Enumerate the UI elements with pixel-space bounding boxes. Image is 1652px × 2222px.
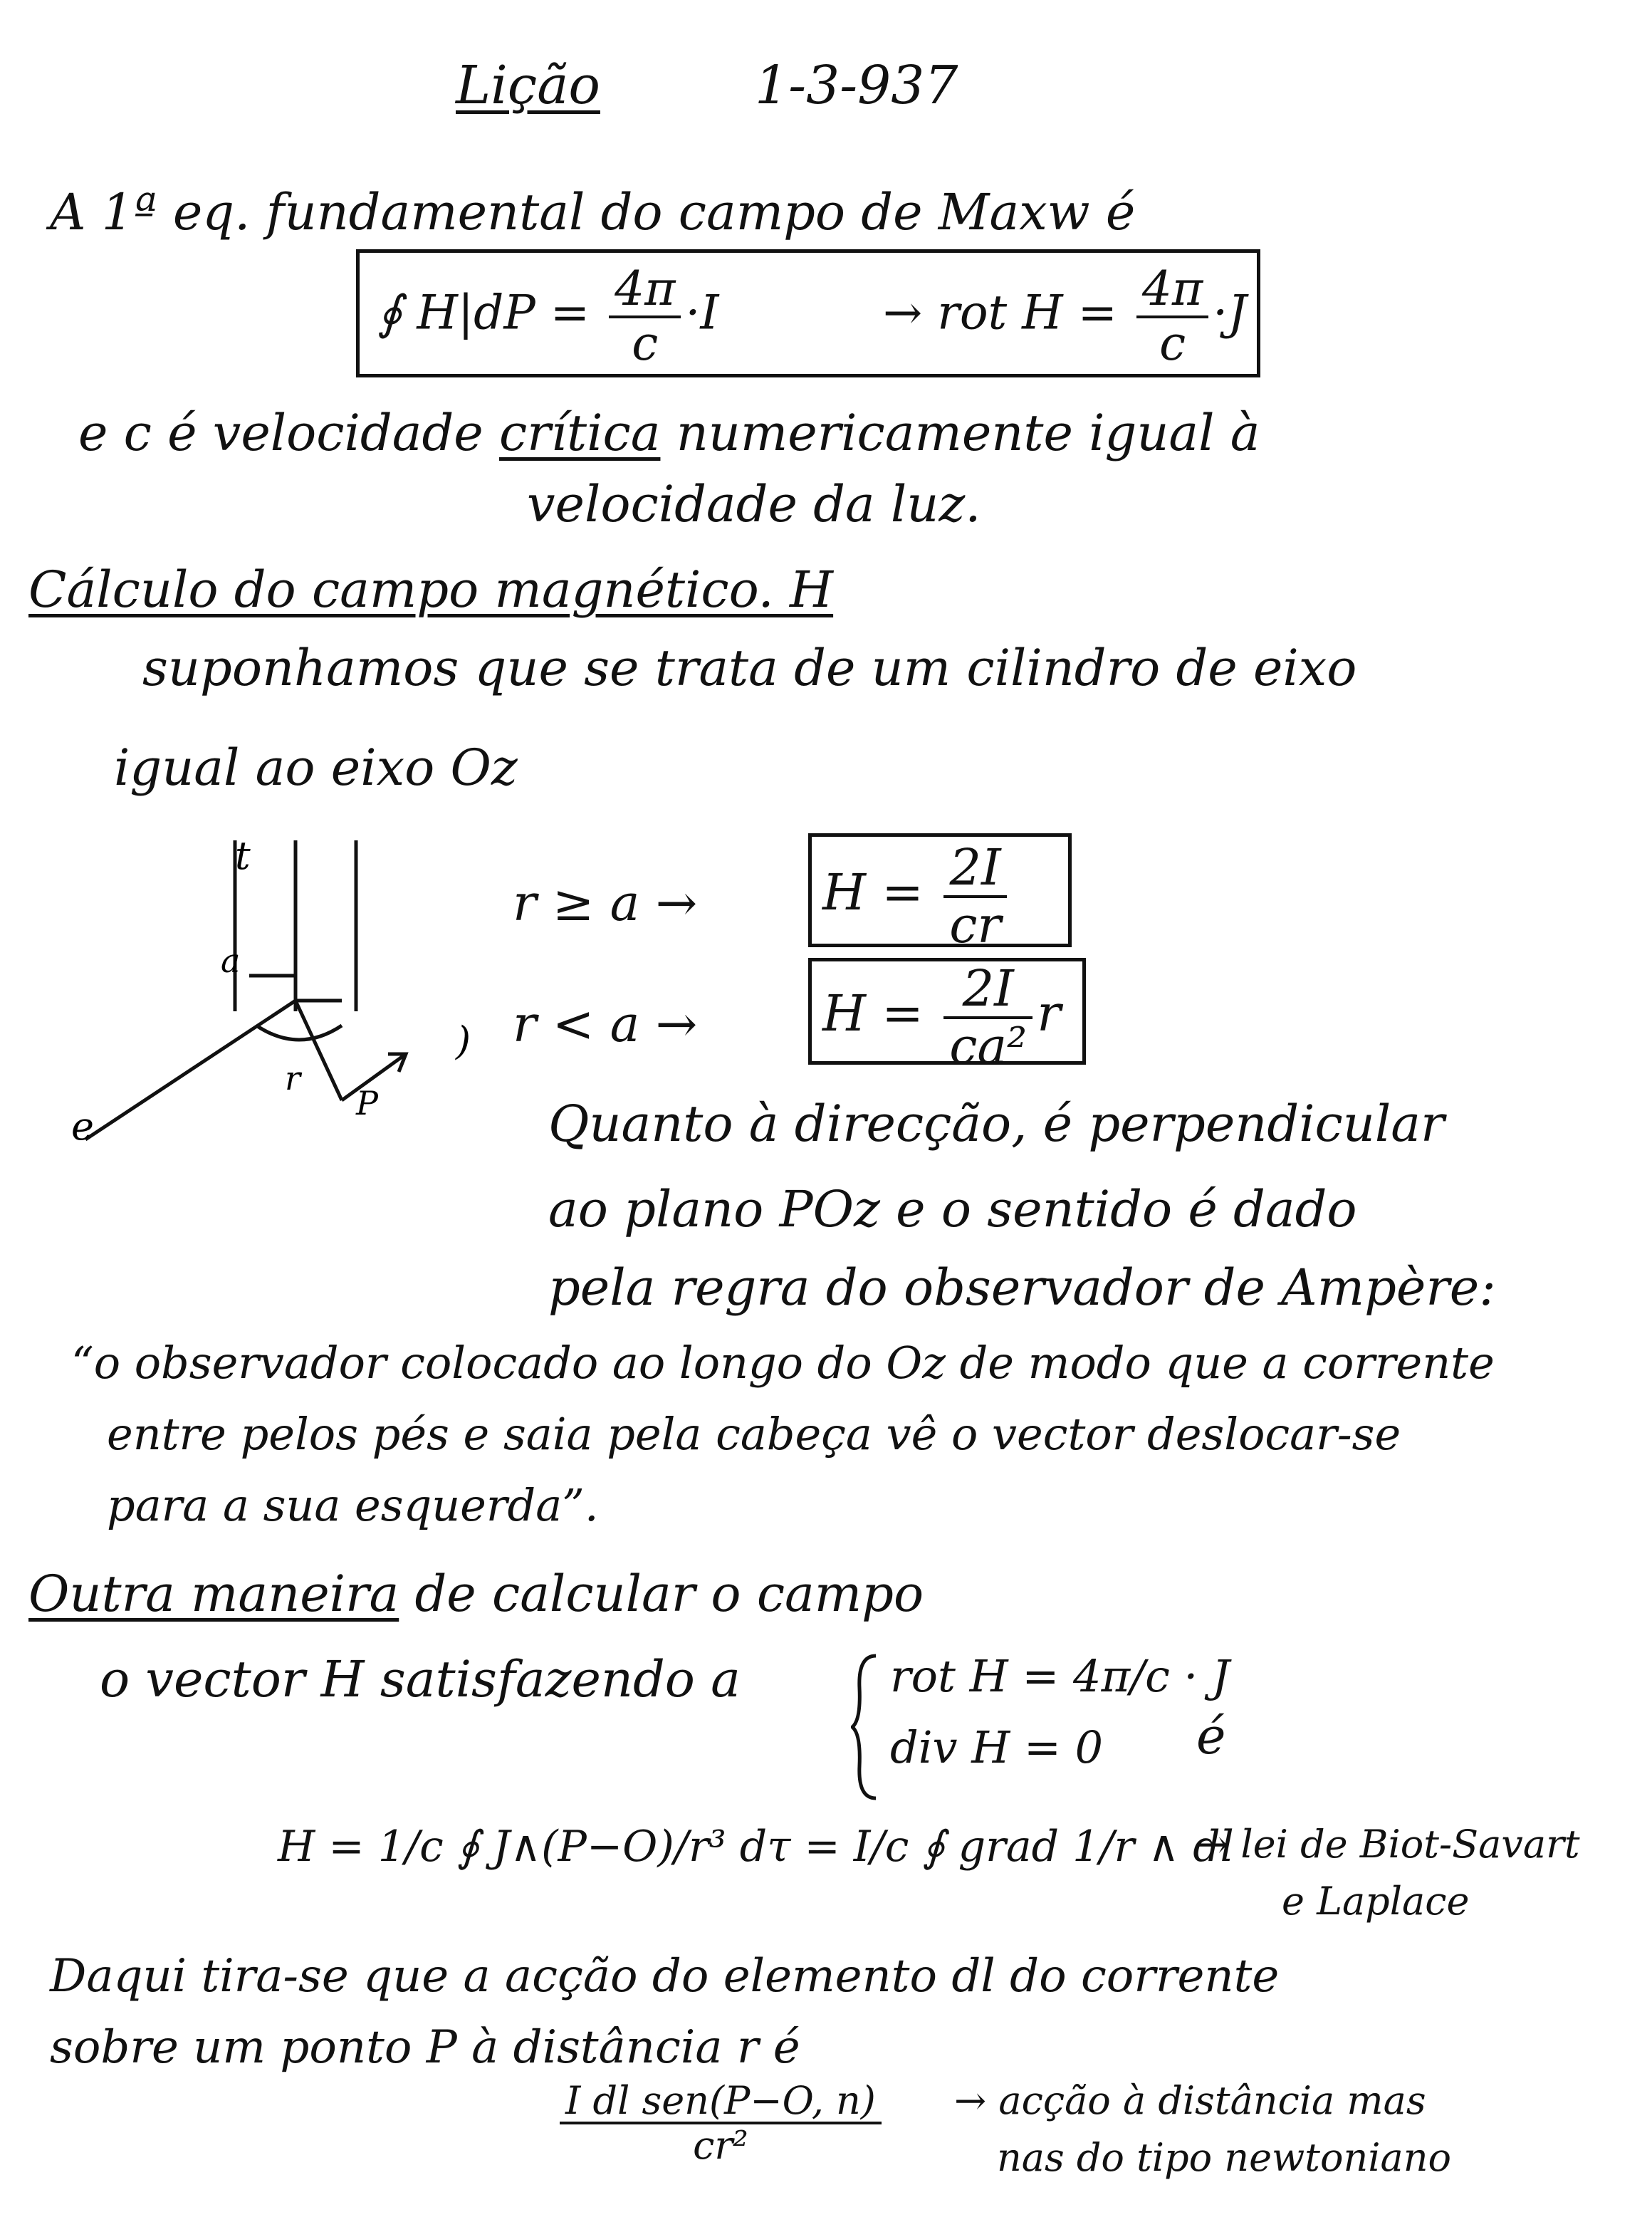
biot-savart-formula: H = 1/c ∮ J∧(P−O)/r³ dτ = I/c ∮ grad 1/r ∧ dl [278,1822,1234,1872]
label-p: P [356,1084,378,1122]
lesson-date: 1-3-937 [755,55,958,116]
equation-1-rot [883,261,1247,371]
label-t: t [235,833,251,878]
section-heading-2 [28,1567,924,1622]
action-formula [555,2080,886,2167]
action-note-2: nas do tipo newtoniano [997,2135,1452,2180]
case-2-formula [822,961,1061,1074]
text-line-6: Quanto à direcção, é perpendicular [548,1095,1445,1153]
angle-arc [256,1026,342,1040]
text-line-10: entre pelos pés e saia pela cabeça vê o vector deslocar-se [107,1408,1401,1460]
text-line-12: o vector H satisfazendo a [100,1650,741,1709]
case-1-h: H = [822,863,940,922]
section-heading-2b: de calcular o campo [399,1565,924,1623]
eq1-end: ·J [1213,285,1247,340]
text-line-5: igual ao eixo Oz [114,739,518,797]
eq1-left: ∮ H|dP = [377,285,605,340]
text-line-15: sobre um ponto P à distância r é [50,2021,800,2074]
case-2-num: 2I [943,961,1032,1019]
case-1-num: 2I [943,840,1007,898]
case-2-tail: r [1037,984,1061,1043]
cylinder-diagram [43,826,527,1161]
eq1-den-2: c [1159,315,1186,371]
case-2-fraction [943,961,1032,1074]
case-1-den: cr [949,896,1001,954]
eq1-fraction [609,261,681,371]
text-line-4: suponhamos que se trata de um cilindro de eixo [142,639,1357,697]
case-2-h: H = [822,984,940,1043]
biot-savart-note-1: → lei de Biot-Savart [1196,1822,1580,1867]
case-2-den: ca² [949,1017,1028,1075]
text-line-3: velocidade da luz. [527,475,981,533]
case-2-condition: r < a → [513,995,698,1053]
section-heading-2a: Outra maneira [28,1565,399,1623]
case-1-fraction [943,840,1007,953]
biot-savart-note-2: e Laplace [1282,1879,1470,1924]
text-line-2 [78,406,1260,461]
text-line-11: para a sua esquerda”. [107,1479,599,1531]
eq1-num: 4π [609,264,681,318]
action-note-1: → acção à distância mas [954,2078,1426,2123]
eq1-den: c [632,315,659,371]
label-r: r [285,1059,300,1097]
text-line-7: ao plano POz e o sentido é dado [548,1180,1357,1238]
text-line-2b: crítica [498,404,661,462]
action-fraction [560,2080,882,2167]
case-1-formula [822,840,1011,953]
text-line-1: A 1ª eq. fundamental do campo de Maxw é [50,183,1136,241]
system-eq-1: rot H = 4π/c · J [890,1650,1230,1702]
text-line-9: “o observador colocado ao longo do Oz de modo que a corrente [71,1337,1495,1389]
system-eq-2: div H = 0 [890,1721,1104,1773]
system-brace [851,1652,879,1802]
text-line-14: Daqui tira-se que a acção do elemento dl do corrente [50,1950,1280,2003]
eq1-mid: ·I [685,285,719,340]
r-line [296,1001,342,1100]
eq1-num-2: 4π [1136,264,1208,318]
section-heading-1: Cálculo do campo magnético. H [28,560,834,619]
eq1-fraction-2 [1136,261,1208,371]
label-x: e [71,1104,94,1149]
label-y: ) [456,1018,471,1063]
case-1-condition: r ≥ a → [513,874,698,932]
eq1-arrow: → rot H = [883,285,1132,340]
action-num: I dl sen(P−O, n) [560,2080,882,2124]
action-den: cr² [693,2123,748,2169]
equation-1 [377,261,719,371]
text-line-2c: numericamente igual à [660,404,1260,462]
text-line-2a: e c é velocidade [78,404,499,462]
system-tail: é [1196,1707,1226,1765]
x-axis-line [85,1001,296,1139]
text-line-8: pela regra do observador de Ampère: [548,1258,1496,1317]
lesson-title: Lição [456,55,600,116]
label-a: a [221,942,241,980]
